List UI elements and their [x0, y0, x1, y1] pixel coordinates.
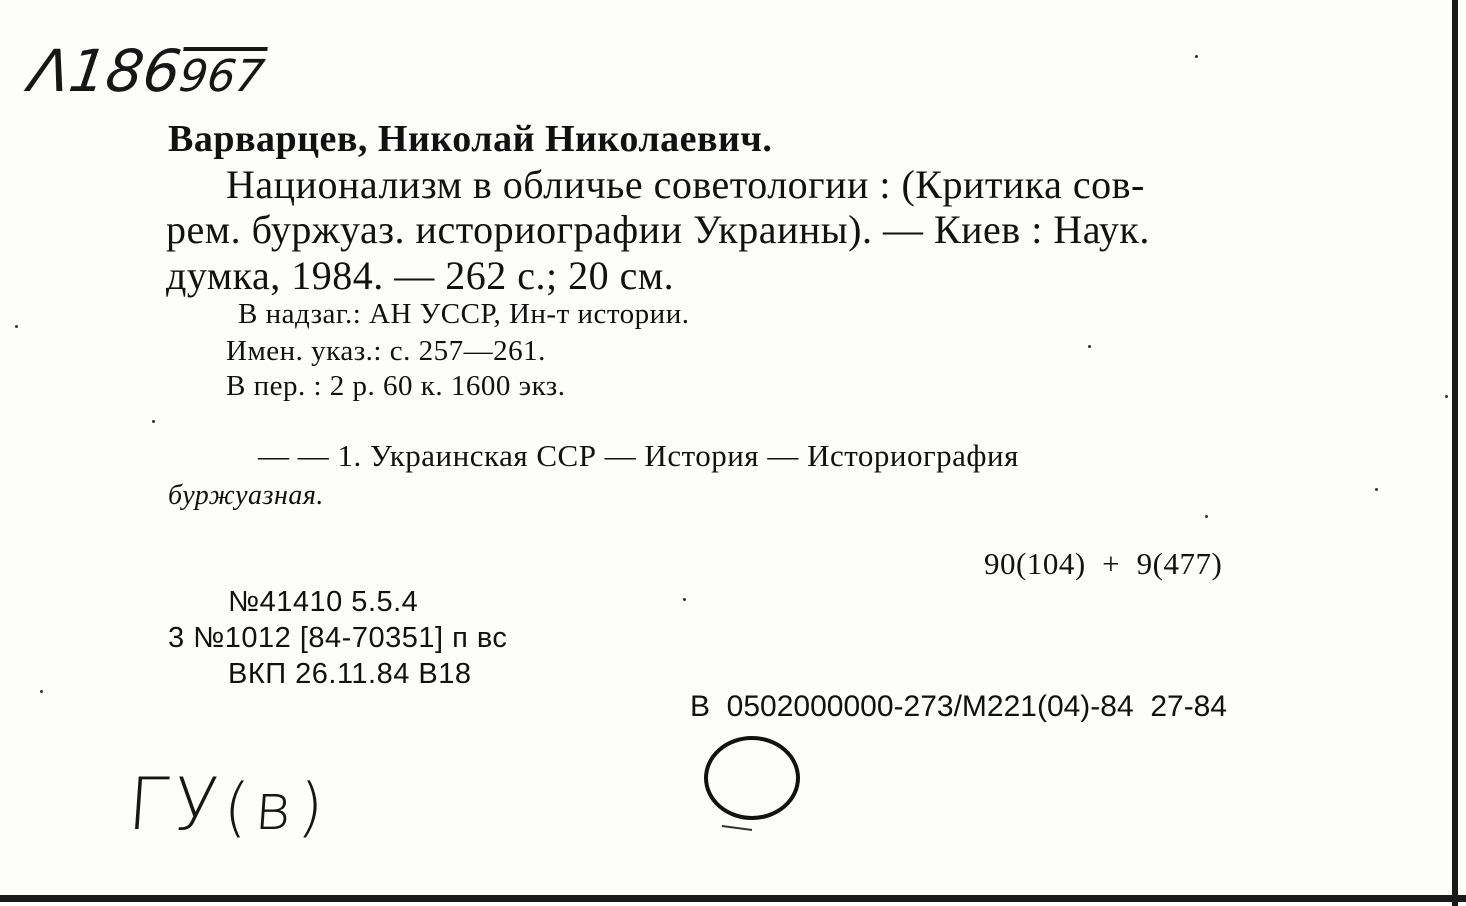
scan-speck — [1205, 515, 1208, 518]
scan-speck — [1445, 395, 1448, 398]
scan-speck — [1195, 55, 1198, 58]
inventory-number: №41410 5.5.4 — [228, 586, 419, 618]
scan-speck — [1375, 488, 1378, 491]
scan-speck — [40, 690, 43, 693]
card-edge-right — [1452, 0, 1458, 906]
scan-speck — [152, 420, 155, 423]
call-number-suffix: 967 — [176, 51, 268, 102]
author-heading: Варварцев, Николай Николаевич. — [168, 118, 773, 160]
punch-hole-icon — [680, 728, 820, 848]
classification-index: 90(104) + 9(477) — [984, 546, 1223, 581]
scan-speck — [683, 598, 686, 601]
order-number: 3 №1012 [84-70351] п вс — [168, 622, 508, 654]
catalog-code: В 0502000000-273/М221(04)-84 27-84 — [690, 690, 1228, 723]
note-line: Имен. указ.: с. 257—261. — [226, 335, 546, 367]
scan-speck — [1088, 345, 1091, 348]
title-line: думка, 1984. — 262 с.; 20 см. — [166, 253, 675, 298]
note-line: В пер. : 2 р. 60 к. 1600 экз. — [226, 370, 566, 402]
title-line: Национализм в обличье советологии : (Критика сов- — [226, 162, 1145, 207]
handwritten-mark — [125, 762, 332, 846]
vkp-number: ВКП 26.11.84 В18 — [228, 658, 472, 690]
subject-line: буржуазная. — [168, 480, 324, 511]
handwritten-call-number — [25, 37, 269, 105]
scan-speck — [15, 325, 18, 328]
title-line: рем. буржуаз. историографии Украины). — Киев : Наук. — [166, 207, 1150, 252]
note-line: В надзаг.: АН УССР, Ин-т истории. — [238, 298, 690, 330]
card-edge-bottom — [0, 895, 1466, 902]
mark-letters: ГУ — [125, 762, 227, 846]
call-number-main: Λ186 — [25, 37, 186, 105]
mark-paren: (в) — [221, 771, 332, 845]
subject-line: — — 1. Украинская ССР — История — Историография — [258, 438, 1019, 473]
